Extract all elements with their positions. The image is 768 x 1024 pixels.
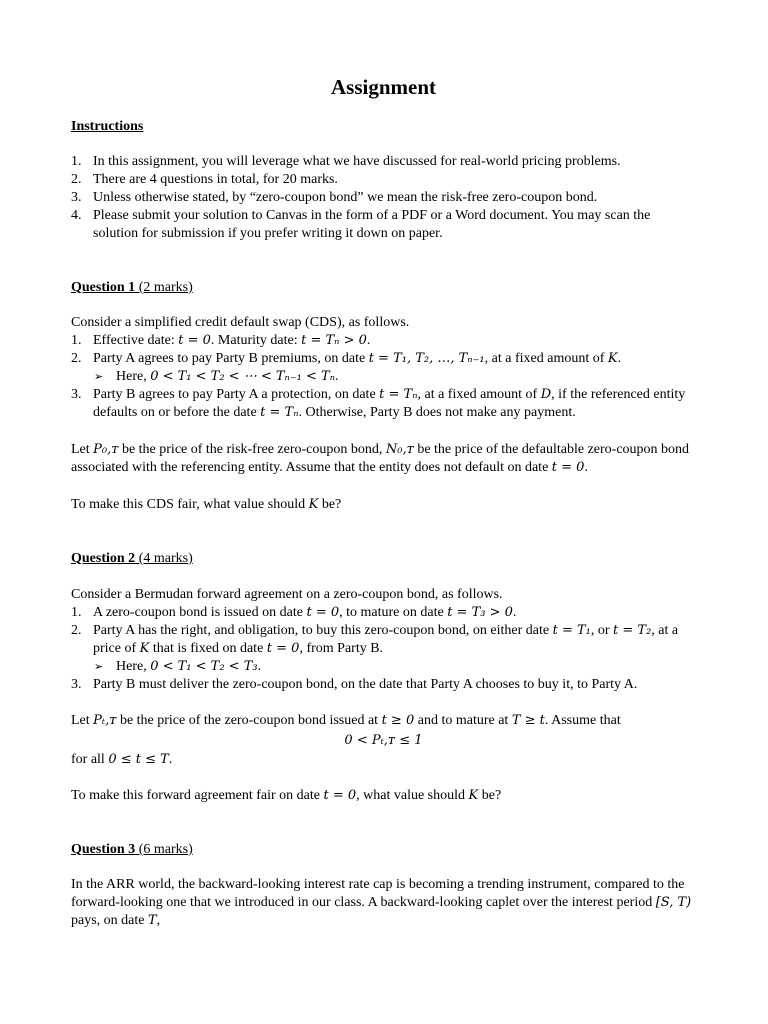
question-2-intro: Consider a Bermudan forward agreement on a zero-coupon bond, as follows. [71, 587, 503, 602]
math-expression: 0 < Pₜ,ᴛ ≤ 1 [344, 733, 423, 748]
text-run: pays, on date [71, 913, 148, 928]
text-run: . Maturity date: [210, 333, 302, 348]
paragraph [71, 787, 696, 805]
text-run: Party B agrees to pay Party A a protection, on date [93, 387, 380, 402]
list-item [71, 189, 696, 207]
question-1-ask [71, 496, 696, 514]
instructions-list [71, 153, 696, 243]
question-2-heading [71, 550, 193, 568]
math-expression: t = Tₙ > 0 [301, 333, 367, 348]
list-item [71, 350, 696, 368]
math-expression: T ≥ t [511, 713, 545, 728]
text-run: . Assume that [544, 713, 621, 728]
text-run: . [584, 460, 588, 475]
list-item-text: In this assignment, you will leverage what we have discussed for real-world pricing problems. [93, 154, 621, 169]
text-run: , if the referenced entity defaults on or before the date [93, 387, 686, 420]
paragraph [71, 441, 696, 477]
text-run: . [257, 659, 262, 674]
document-title: Assignment [330, 75, 436, 99]
text-run: , [156, 913, 161, 928]
question-2-body [71, 586, 696, 694]
math-expression: [S, T) [655, 895, 692, 910]
text-run: Here, [116, 659, 151, 674]
text-run: Effective date: [93, 333, 179, 348]
list-item [71, 207, 696, 243]
list-item [71, 153, 696, 171]
list-item [71, 171, 696, 189]
text-run: . [334, 369, 339, 384]
sub-bullet [71, 368, 696, 386]
math-expression: 0 < T₁ < T₂ < T₃ [150, 659, 258, 674]
math-expression: t = 0 [551, 460, 585, 475]
question-1-intro: Consider a simplified credit default swap (CDS), as follows. [71, 315, 410, 330]
math-expression: K [607, 351, 618, 366]
question-1-body [71, 314, 696, 422]
math-expression: N₀,ᴛ [385, 442, 414, 457]
math-expression: t = T₃ > 0 [447, 605, 513, 620]
text-run: , from Party B. [299, 641, 384, 656]
math-expression: t = T₂ [613, 623, 652, 638]
question-1-heading [71, 279, 193, 297]
text-run: , at a fixed amount of [417, 387, 541, 402]
text-run: , at a fixed amount of [484, 351, 608, 366]
paragraph [71, 751, 696, 769]
math-expression: t = 0 [323, 788, 357, 803]
list-number: 4. [71, 208, 82, 223]
list-item-text: Please submit your solution to Canvas in the form of a PDF or a Word document. You may scan the solution for submission if you prefer writing it down on paper. [93, 208, 651, 241]
list-number: 3. [71, 677, 82, 692]
math-expression: T [147, 913, 157, 928]
list-number: 2. [71, 623, 82, 638]
text-run: . [512, 605, 517, 620]
list-item-text: There are 4 questions in total, for 20 marks. [93, 172, 338, 187]
text-run: Party A has the right, and obligation, to buy this zero-coupon bond, on either date [93, 623, 553, 638]
text-run: be the price of the risk-free zero-coupon bond, [118, 442, 386, 457]
text-run: be the price of the zero-coupon bond issued at [116, 713, 382, 728]
question-3-marks: (6 marks) [135, 842, 193, 857]
math-expression: t = Tₙ [379, 387, 418, 402]
list-item-text: Unless otherwise stated, by “zero-coupon bond” we mean the risk-free zero-coupon bond. [93, 190, 598, 205]
text-run: Here, [116, 369, 151, 384]
list-item [71, 386, 696, 422]
paragraph [71, 712, 696, 730]
list-number: 3. [71, 190, 82, 205]
question-3-title: Question 3 [71, 842, 136, 857]
math-expression: K [308, 497, 319, 512]
math-expression: t = 0 [178, 333, 211, 348]
math-expression: Pₜ,ᴛ [93, 713, 117, 728]
instructions-heading: Instructions [71, 119, 144, 134]
sub-bullet [71, 658, 696, 676]
question-2-ask [71, 787, 696, 805]
list-item [71, 604, 696, 622]
text-run: . [617, 351, 622, 366]
math-expression: P₀,ᴛ [93, 442, 119, 457]
question-1-marks: (2 marks) [135, 280, 193, 295]
text-run: that is fixed on date [149, 641, 267, 656]
math-expression: t = T₁, T₂, …, Tₙ₋₁ [368, 351, 485, 366]
math-expression: 0 < T₁ < T₂ < ⋯ < Tₙ₋₁ < Tₙ [150, 369, 335, 384]
question-2-title: Question 2 [71, 551, 136, 566]
question-1-definitions [71, 441, 696, 477]
question-3-body [71, 876, 696, 930]
text-run: for all [71, 752, 109, 767]
list-item [71, 332, 696, 350]
paragraph [71, 876, 696, 930]
text-run: , at a price of [93, 623, 679, 656]
text-run: , what value should [356, 788, 469, 803]
math-expression: K [139, 641, 150, 656]
list-number: 2. [71, 351, 82, 366]
question-2-definitions [71, 712, 696, 769]
paragraph [71, 496, 696, 514]
text-run: . [168, 752, 173, 767]
math-expression: t = 0 [306, 605, 340, 620]
math-expression: t = Tₙ [260, 405, 299, 420]
text-run: Let [71, 442, 94, 457]
text-run: be the price of the defaultable zero-coupon bond associated with the referencing entity. Assume that the entity does not default on date [71, 442, 690, 475]
question-2-marks: (4 marks) [135, 551, 193, 566]
text-run: and to mature at [414, 713, 512, 728]
text-run: A zero-coupon bond is issued on date [93, 605, 307, 620]
display-equation [71, 732, 696, 750]
list-number: 1. [71, 605, 82, 620]
list-item [71, 622, 696, 658]
text-run: To make this forward agreement fair on date [71, 788, 324, 803]
text-run: be? [478, 788, 502, 803]
math-expression: t = 0 [266, 641, 300, 656]
math-expression: D [540, 387, 552, 402]
text-run: Party B must deliver the zero-coupon bond, on the date that Party A chooses to buy it, to Party A. [93, 677, 638, 692]
question-1-title: Question 1 [71, 280, 136, 295]
list-item [71, 676, 696, 694]
text-run: Let [71, 713, 94, 728]
arrow-bullet-icon: ➢ [94, 371, 104, 383]
text-run: . [366, 333, 371, 348]
list-number: 1. [71, 154, 82, 169]
math-expression: t ≥ 0 [381, 713, 415, 728]
text-run: Party A agrees to pay Party B premiums, on date [93, 351, 369, 366]
arrow-bullet-icon: ➢ [94, 661, 104, 673]
math-expression: K [468, 788, 479, 803]
question-3-heading [71, 841, 193, 859]
text-run: , or [590, 623, 614, 638]
math-expression: t = T₁ [552, 623, 591, 638]
text-run: be? [318, 497, 342, 512]
text-run: In the ARR world, the backward-looking interest rate cap is becoming a trending instrument, compared to the forward-looking one that we introduced in our class. A backward-looking caplet over the interest period [71, 877, 685, 910]
text-run: , to mature on date [339, 605, 448, 620]
list-number: 1. [71, 333, 82, 348]
text-run: . Otherwise, Party B does not make any payment. [298, 405, 576, 420]
text-run: To make this CDS fair, what value should [71, 497, 309, 512]
math-expression: 0 ≤ t ≤ T [108, 752, 169, 767]
list-number: 2. [71, 172, 82, 187]
list-number: 3. [71, 387, 82, 402]
